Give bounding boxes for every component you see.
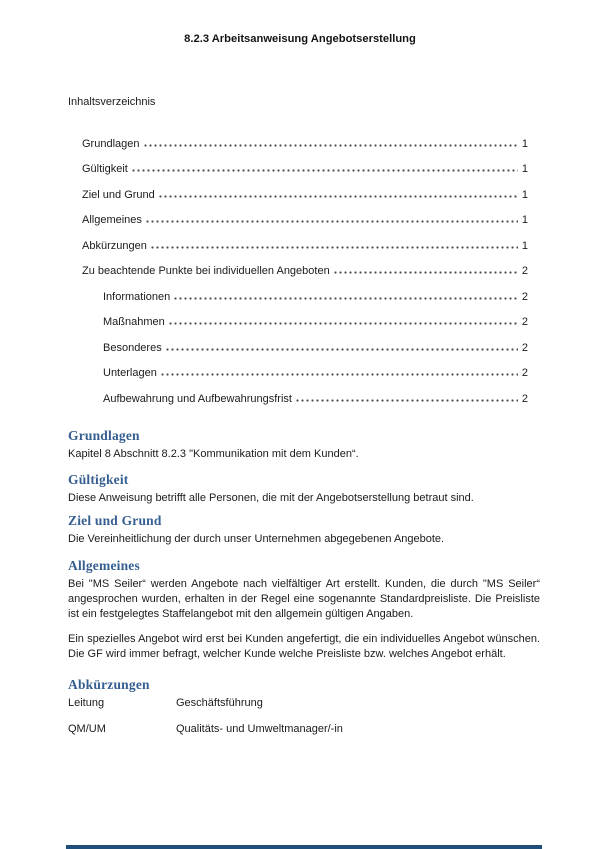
toc-entry-besonderes[interactable] <box>68 328 540 354</box>
abbreviation-term: Leitung <box>68 697 105 709</box>
toc-entry-label: Informationen <box>103 290 171 303</box>
toc-dot-leader <box>131 169 518 172</box>
section-heading: Abkürzungen <box>68 677 150 692</box>
toc-entry-label: Maßnahmen <box>103 316 165 328</box>
toc-entry-unterlagen[interactable] <box>68 354 540 380</box>
toc-entry-informationen[interactable] <box>68 277 540 303</box>
section-heading: Gültigkeit <box>68 472 129 487</box>
toc-entry-label: Besonderes <box>103 341 162 354</box>
section-heading: Allgemeines <box>68 558 140 573</box>
toc-dot-leader <box>145 220 518 223</box>
abbreviation-definition: Geschäftsführung <box>176 697 263 709</box>
section-heading: Ziel und Grund <box>68 513 162 528</box>
toc-page-number: 2 <box>521 392 528 405</box>
toc-page-number: 2 <box>521 290 528 303</box>
abbreviation-row-qm-um <box>68 722 540 737</box>
toc-dot-leader <box>168 322 518 325</box>
toc-page-number: 1 <box>521 137 528 150</box>
section-ziel-und-grund <box>68 512 540 547</box>
table-of-contents <box>68 124 540 405</box>
section-paragraph: Kapitel 8 Abschnitt 8.2.3 "Kommunikation mit dem Kunden“. <box>68 448 359 460</box>
toc-page-number: 2 <box>521 265 528 277</box>
toc-page-number: 2 <box>521 341 528 354</box>
toc-page-number: 1 <box>521 239 528 252</box>
section-paragraph: Bei "MS Seiler“ werden Angebote nach vielfältiger Art erstellt. Kunden, die durch "MS Seiler“ angesprochen wurden, erhalten in der Regel eine sogenannte Standardpreisliste. Die Preisliste ist ein festgelegtes Staffelangebot mit den allgemein gültigen Angaben. <box>68 578 540 621</box>
toc-page-number: 1 <box>521 214 528 226</box>
toc-entry-abkuerzungen[interactable] <box>68 226 540 252</box>
section-paragraph: Die Vereinheitlichung der durch unser Unternehmen abgegebenen Angebote. <box>68 533 445 545</box>
section-paragraph: Diese Anweisung betrifft alle Personen, die mit der Angebotserstellung betraut sind. <box>68 492 474 504</box>
abbreviation-definition: Qualitäts- und Umweltmanager/-in <box>176 723 343 735</box>
toc-entry-zu-beachtende-punkte[interactable] <box>68 252 540 278</box>
section-heading: Grundlagen <box>68 428 140 443</box>
toc-dot-leader <box>160 373 518 376</box>
toc-entry-label: Gültigkeit <box>82 163 128 175</box>
toc-dot-leader <box>143 144 518 147</box>
section-allgemeines <box>68 557 540 662</box>
toc-entry-label: Ziel und Grund <box>82 188 155 201</box>
toc-page-number: 2 <box>521 316 528 328</box>
toc-entry-label: Allgemeines <box>82 214 142 226</box>
toc-dot-leader <box>173 297 518 300</box>
toc-dot-leader <box>150 246 518 249</box>
toc-entry-label: Aufbewahrung und Aufbewahrungsfrist <box>103 392 292 405</box>
toc-dot-leader <box>295 399 518 402</box>
toc-dot-leader <box>333 271 518 274</box>
toc-dot-leader <box>165 348 518 351</box>
toc-entry-label: Abkürzungen <box>82 239 147 252</box>
document-title: 8.2.3 Arbeitsanweisung Angebotserstellung <box>184 33 416 45</box>
toc-dot-leader <box>158 195 518 198</box>
toc-entry-aufbewahrung[interactable] <box>68 379 540 405</box>
toc-heading: Inhaltsverzeichnis <box>68 96 156 108</box>
toc-entry-massnahmen[interactable] <box>68 303 540 329</box>
section-paragraph: Ein spezielles Angebot wird erst bei Kunden angefertigt, die ein individuelles Angebot wünschen. Die GF wird immer befragt, welcher Kunde welche Preisliste bzw. welches Angebot erhält. <box>68 632 540 660</box>
section-abkuerzungen <box>68 676 540 737</box>
toc-entry-grundlagen[interactable] <box>68 124 540 150</box>
toc-entry-label: Grundlagen <box>82 137 140 150</box>
toc-page-number: 1 <box>521 163 528 175</box>
section-gueltigkeit <box>68 471 540 506</box>
toc-entry-gueltigkeit[interactable] <box>68 150 540 176</box>
toc-entry-ziel-und-grund[interactable] <box>68 175 540 201</box>
toc-page-number: 1 <box>521 188 528 201</box>
toc-entry-label: Zu beachtende Punkte bei individuellen Angeboten <box>82 265 330 277</box>
abbreviation-term: QM/UM <box>68 723 106 735</box>
section-grundlagen <box>68 427 540 462</box>
footer-accent-bar <box>66 845 542 849</box>
toc-entry-allgemeines[interactable] <box>68 201 540 227</box>
toc-page-number: 2 <box>521 367 528 379</box>
abbreviation-row-leitung <box>68 696 540 711</box>
toc-entry-label: Unterlagen <box>103 367 157 379</box>
